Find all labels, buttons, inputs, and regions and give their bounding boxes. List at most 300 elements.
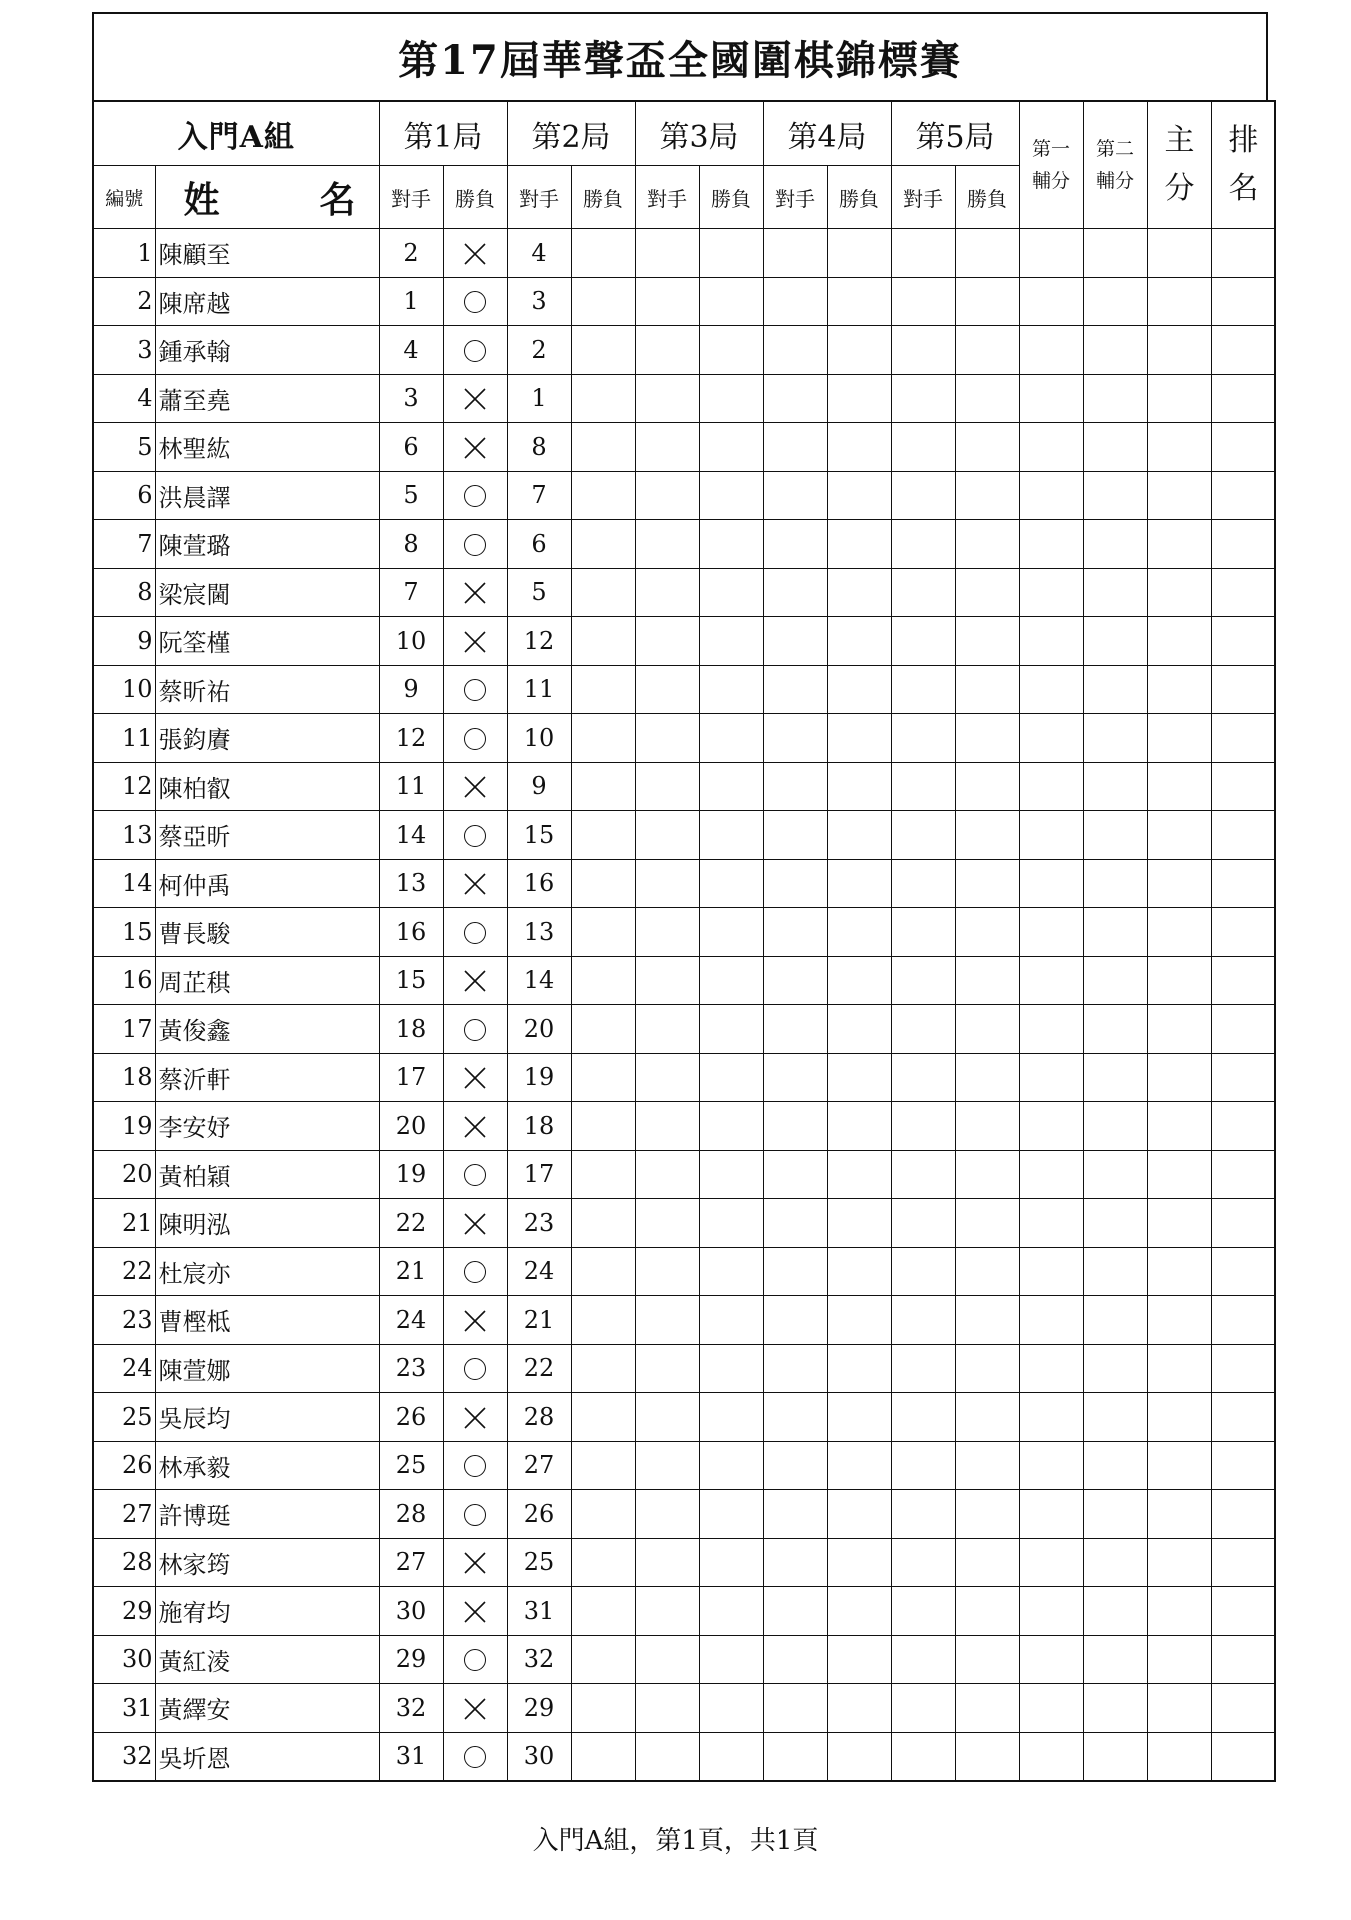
round-3-opponent bbox=[635, 1296, 699, 1345]
main-score-cell bbox=[1147, 1635, 1211, 1684]
main-score-cell bbox=[1147, 1344, 1211, 1393]
tiebreak-2-cell bbox=[1083, 1635, 1147, 1684]
main-score-cell bbox=[1147, 1296, 1211, 1345]
round-3-result bbox=[699, 1587, 763, 1636]
round-5-result bbox=[955, 665, 1019, 714]
main-score-cell bbox=[1147, 229, 1211, 278]
round-4-result bbox=[827, 423, 891, 472]
player-number: 1 bbox=[93, 229, 155, 278]
round-5-result bbox=[955, 1296, 1019, 1345]
round-4-result bbox=[827, 665, 891, 714]
round-1-result bbox=[443, 374, 507, 423]
player-name: 曹樫柢 bbox=[155, 1296, 379, 1345]
round-1-opponent: 9 bbox=[379, 665, 443, 714]
round-3-opponent bbox=[635, 1199, 699, 1248]
round-5-opponent bbox=[891, 1005, 955, 1054]
page-footer: 入門A組，第1頁，共1頁 bbox=[532, 1826, 819, 1856]
round-2-result bbox=[571, 1587, 635, 1636]
round-3-result bbox=[699, 1005, 763, 1054]
round-5-opponent bbox=[891, 229, 955, 278]
round-5-opponent bbox=[891, 1684, 955, 1733]
round-2-result bbox=[571, 1393, 635, 1442]
table-row bbox=[93, 520, 1275, 569]
loss-cross-icon bbox=[462, 435, 488, 461]
player-number: 29 bbox=[93, 1587, 155, 1636]
player-name: 柯仲禹 bbox=[155, 859, 379, 908]
player-name: 杜宸亦 bbox=[155, 1247, 379, 1296]
player-name: 洪晨譯 bbox=[155, 471, 379, 520]
round-2-opponent: 21 bbox=[507, 1296, 571, 1345]
round-5-result bbox=[955, 520, 1019, 569]
loss-cross-icon bbox=[462, 1211, 488, 1237]
round-3-result bbox=[699, 1102, 763, 1151]
round-2-opponent: 16 bbox=[507, 859, 571, 908]
round-4-result bbox=[827, 277, 891, 326]
score-sheet bbox=[92, 12, 1268, 1782]
round-3-result bbox=[699, 859, 763, 908]
round-3-opponent bbox=[635, 1393, 699, 1442]
tiebreak-2-cell bbox=[1083, 1296, 1147, 1345]
loss-cross-icon bbox=[462, 871, 488, 897]
round-1-opponent: 12 bbox=[379, 714, 443, 763]
tiebreak-2-cell bbox=[1083, 1150, 1147, 1199]
round-2-result bbox=[571, 326, 635, 375]
round-2-result bbox=[571, 1538, 635, 1587]
player-name: 黃紅淩 bbox=[155, 1635, 379, 1684]
round-1-result bbox=[443, 229, 507, 278]
round-2-result bbox=[571, 471, 635, 520]
round-3-result bbox=[699, 471, 763, 520]
rank-cell bbox=[1211, 665, 1275, 714]
rank-cell bbox=[1211, 811, 1275, 860]
round-4-header: 第4局 bbox=[763, 101, 891, 166]
loss-cross-icon bbox=[462, 774, 488, 800]
round-4-opponent bbox=[763, 908, 827, 957]
round-4-result bbox=[827, 326, 891, 375]
player-number: 5 bbox=[93, 423, 155, 472]
main-score-cell bbox=[1147, 1005, 1211, 1054]
round-1-result bbox=[443, 714, 507, 763]
tiebreak-1-cell bbox=[1019, 1490, 1083, 1539]
round-4-result bbox=[827, 1538, 891, 1587]
main-score-cell bbox=[1147, 520, 1211, 569]
round-4-opponent bbox=[763, 1393, 827, 1442]
round-4-opponent bbox=[763, 1441, 827, 1490]
round-4-result bbox=[827, 811, 891, 860]
player-number: 20 bbox=[93, 1150, 155, 1199]
round-4-opponent bbox=[763, 811, 827, 860]
round-2-result bbox=[571, 665, 635, 714]
player-number: 3 bbox=[93, 326, 155, 375]
round-3-opponent bbox=[635, 714, 699, 763]
rank-cell bbox=[1211, 471, 1275, 520]
round-4-opponent bbox=[763, 1684, 827, 1733]
tiebreak-2-cell bbox=[1083, 374, 1147, 423]
player-name: 黃繹安 bbox=[155, 1684, 379, 1733]
round-4-result bbox=[827, 1490, 891, 1539]
round-1-result bbox=[443, 423, 507, 472]
round-5-result bbox=[955, 1053, 1019, 1102]
player-number: 27 bbox=[93, 1490, 155, 1539]
tiebreak-2-cell bbox=[1083, 1102, 1147, 1151]
round-2-result bbox=[571, 1490, 635, 1539]
round-4-result bbox=[827, 714, 891, 763]
round-1-result bbox=[443, 1296, 507, 1345]
round-3-opponent bbox=[635, 568, 699, 617]
tiebreak-2-cell bbox=[1083, 423, 1147, 472]
rank-cell bbox=[1211, 1635, 1275, 1684]
round-5-result bbox=[955, 1344, 1019, 1393]
round-3-opponent bbox=[635, 326, 699, 375]
round-1-result bbox=[443, 762, 507, 811]
round-1-opponent: 19 bbox=[379, 1150, 443, 1199]
round-3-result bbox=[699, 762, 763, 811]
round-4-result bbox=[827, 374, 891, 423]
opponent-header: 對手 bbox=[379, 166, 443, 229]
round-1-result bbox=[443, 1393, 507, 1442]
player-name: 林承毅 bbox=[155, 1441, 379, 1490]
round-4-opponent bbox=[763, 1005, 827, 1054]
rank-cell bbox=[1211, 617, 1275, 666]
number-header: 編號 bbox=[93, 166, 155, 229]
tiebreak-2-cell bbox=[1083, 1199, 1147, 1248]
round-3-result bbox=[699, 1490, 763, 1539]
rank-cell bbox=[1211, 1199, 1275, 1248]
round-2-result bbox=[571, 568, 635, 617]
tiebreak-1-cell bbox=[1019, 617, 1083, 666]
player-number: 24 bbox=[93, 1344, 155, 1393]
round-3-opponent bbox=[635, 859, 699, 908]
tiebreak-1-cell bbox=[1019, 1538, 1083, 1587]
rank-cell bbox=[1211, 520, 1275, 569]
round-1-opponent: 28 bbox=[379, 1490, 443, 1539]
round-1-result bbox=[443, 1587, 507, 1636]
main-score-cell bbox=[1147, 1732, 1211, 1781]
round-3-opponent bbox=[635, 471, 699, 520]
table-row bbox=[93, 1587, 1275, 1636]
tiebreak-2-cell bbox=[1083, 1587, 1147, 1636]
main-score-cell bbox=[1147, 1441, 1211, 1490]
tiebreak-1-cell bbox=[1019, 568, 1083, 617]
round-5-opponent bbox=[891, 277, 955, 326]
round-4-opponent bbox=[763, 1538, 827, 1587]
round-2-result bbox=[571, 1247, 635, 1296]
round-3-opponent bbox=[635, 1441, 699, 1490]
round-1-opponent: 21 bbox=[379, 1247, 443, 1296]
main-score-cell bbox=[1147, 617, 1211, 666]
round-1-opponent: 31 bbox=[379, 1732, 443, 1781]
round-1-result bbox=[443, 617, 507, 666]
round-3-result bbox=[699, 520, 763, 569]
round-5-result bbox=[955, 1393, 1019, 1442]
rank-cell bbox=[1211, 1296, 1275, 1345]
round-4-opponent bbox=[763, 1199, 827, 1248]
win-circle-icon bbox=[464, 728, 486, 750]
round-5-result bbox=[955, 374, 1019, 423]
tiebreak-2-cell bbox=[1083, 811, 1147, 860]
round-4-result bbox=[827, 1150, 891, 1199]
opponent-header: 對手 bbox=[763, 166, 827, 229]
tiebreak-1-cell bbox=[1019, 1296, 1083, 1345]
round-2-opponent: 17 bbox=[507, 1150, 571, 1199]
round-1-result bbox=[443, 1247, 507, 1296]
round-5-result bbox=[955, 1490, 1019, 1539]
round-5-result bbox=[955, 1732, 1019, 1781]
round-3-opponent bbox=[635, 1150, 699, 1199]
player-number: 28 bbox=[93, 1538, 155, 1587]
round-2-result bbox=[571, 520, 635, 569]
win-circle-icon bbox=[464, 922, 486, 944]
round-3-opponent bbox=[635, 1053, 699, 1102]
tiebreak-1-cell bbox=[1019, 471, 1083, 520]
table-row bbox=[93, 1053, 1275, 1102]
round-3-opponent bbox=[635, 1538, 699, 1587]
round-2-opponent: 19 bbox=[507, 1053, 571, 1102]
win-circle-icon bbox=[464, 1019, 486, 1041]
main-score-cell bbox=[1147, 956, 1211, 1005]
tiebreak-1-cell bbox=[1019, 374, 1083, 423]
round-4-opponent bbox=[763, 1296, 827, 1345]
round-4-opponent bbox=[763, 1247, 827, 1296]
player-name: 陳明泓 bbox=[155, 1199, 379, 1248]
player-name: 陳顧至 bbox=[155, 229, 379, 278]
round-5-opponent bbox=[891, 1199, 955, 1248]
round-2-opponent: 8 bbox=[507, 423, 571, 472]
round-5-result bbox=[955, 1441, 1019, 1490]
main-score-cell bbox=[1147, 1393, 1211, 1442]
tiebreak-1-cell bbox=[1019, 908, 1083, 957]
round-1-result bbox=[443, 1441, 507, 1490]
round-3-result bbox=[699, 1344, 763, 1393]
player-name: 蔡沂軒 bbox=[155, 1053, 379, 1102]
round-2-result bbox=[571, 1005, 635, 1054]
tiebreak-1-cell bbox=[1019, 1684, 1083, 1733]
player-name: 蔡亞昕 bbox=[155, 811, 379, 860]
round-4-result bbox=[827, 1053, 891, 1102]
round-1-result bbox=[443, 1150, 507, 1199]
player-name: 周芷稘 bbox=[155, 956, 379, 1005]
round-1-result bbox=[443, 1538, 507, 1587]
round-3-result bbox=[699, 1247, 763, 1296]
rank-cell bbox=[1211, 1005, 1275, 1054]
round-1-opponent: 8 bbox=[379, 520, 443, 569]
round-2-result bbox=[571, 1102, 635, 1151]
player-name: 林聖紘 bbox=[155, 423, 379, 472]
tiebreak-2-cell bbox=[1083, 277, 1147, 326]
round-1-opponent: 7 bbox=[379, 568, 443, 617]
player-number: 19 bbox=[93, 1102, 155, 1151]
round-5-opponent bbox=[891, 471, 955, 520]
player-number: 4 bbox=[93, 374, 155, 423]
round-1-opponent: 10 bbox=[379, 617, 443, 666]
player-name: 梁宸閫 bbox=[155, 568, 379, 617]
round-1-result bbox=[443, 908, 507, 957]
round-5-opponent bbox=[891, 714, 955, 763]
tiebreak-2-cell bbox=[1083, 956, 1147, 1005]
win-circle-icon bbox=[464, 1358, 486, 1380]
player-number: 16 bbox=[93, 956, 155, 1005]
round-2-opponent: 15 bbox=[507, 811, 571, 860]
round-5-result bbox=[955, 1247, 1019, 1296]
tiebreak-2-cell bbox=[1083, 1247, 1147, 1296]
win-circle-icon bbox=[464, 1649, 486, 1671]
round-4-opponent bbox=[763, 326, 827, 375]
tiebreak-1-header: 第一輔分 bbox=[1019, 101, 1083, 229]
table-row bbox=[93, 1102, 1275, 1151]
round-2-result bbox=[571, 1684, 635, 1733]
round-2-header: 第2局 bbox=[507, 101, 635, 166]
loss-cross-icon bbox=[462, 386, 488, 412]
round-5-opponent bbox=[891, 326, 955, 375]
round-2-opponent: 12 bbox=[507, 617, 571, 666]
table-row bbox=[93, 229, 1275, 278]
round-5-result bbox=[955, 1102, 1019, 1151]
table-row bbox=[93, 471, 1275, 520]
round-1-result bbox=[443, 665, 507, 714]
player-name: 吳圻恩 bbox=[155, 1732, 379, 1781]
loss-cross-icon bbox=[462, 1550, 488, 1576]
tiebreak-2-cell bbox=[1083, 471, 1147, 520]
round-4-opponent bbox=[763, 1635, 827, 1684]
player-number: 31 bbox=[93, 1684, 155, 1733]
loss-cross-icon bbox=[462, 1114, 488, 1140]
round-2-opponent: 30 bbox=[507, 1732, 571, 1781]
round-4-result bbox=[827, 471, 891, 520]
round-5-opponent bbox=[891, 908, 955, 957]
table-row bbox=[93, 665, 1275, 714]
round-2-opponent: 5 bbox=[507, 568, 571, 617]
round-2-opponent: 4 bbox=[507, 229, 571, 278]
round-5-opponent bbox=[891, 1102, 955, 1151]
round-2-opponent: 26 bbox=[507, 1490, 571, 1539]
table-row bbox=[93, 423, 1275, 472]
table-row bbox=[93, 1635, 1275, 1684]
round-2-opponent: 24 bbox=[507, 1247, 571, 1296]
player-number: 7 bbox=[93, 520, 155, 569]
main-score-cell bbox=[1147, 1247, 1211, 1296]
round-3-result bbox=[699, 1684, 763, 1733]
main-score-header: 主分 bbox=[1147, 101, 1211, 229]
round-4-result bbox=[827, 1684, 891, 1733]
round-3-opponent bbox=[635, 1247, 699, 1296]
round-2-opponent: 11 bbox=[507, 665, 571, 714]
tiebreak-2-cell bbox=[1083, 1538, 1147, 1587]
round-5-opponent bbox=[891, 859, 955, 908]
player-name: 蔡昕祐 bbox=[155, 665, 379, 714]
tiebreak-2-cell bbox=[1083, 1732, 1147, 1781]
round-3-opponent bbox=[635, 762, 699, 811]
rank-cell bbox=[1211, 908, 1275, 957]
main-score-cell bbox=[1147, 568, 1211, 617]
round-2-opponent: 31 bbox=[507, 1587, 571, 1636]
win-circle-icon bbox=[464, 679, 486, 701]
round-1-result bbox=[443, 1102, 507, 1151]
player-number: 15 bbox=[93, 908, 155, 957]
round-3-opponent bbox=[635, 1635, 699, 1684]
round-4-opponent bbox=[763, 859, 827, 908]
player-number: 17 bbox=[93, 1005, 155, 1054]
player-name: 施宥均 bbox=[155, 1587, 379, 1636]
round-1-opponent: 6 bbox=[379, 423, 443, 472]
table-row bbox=[93, 1150, 1275, 1199]
round-4-opponent bbox=[763, 617, 827, 666]
round-3-result bbox=[699, 1538, 763, 1587]
rank-cell bbox=[1211, 1587, 1275, 1636]
tiebreak-2-cell bbox=[1083, 1005, 1147, 1054]
player-number: 22 bbox=[93, 1247, 155, 1296]
round-2-opponent: 7 bbox=[507, 471, 571, 520]
round-4-result bbox=[827, 1296, 891, 1345]
round-1-result bbox=[443, 1732, 507, 1781]
round-1-opponent: 30 bbox=[379, 1587, 443, 1636]
win-circle-icon bbox=[464, 1164, 486, 1186]
round-3-result bbox=[699, 423, 763, 472]
rank-cell bbox=[1211, 277, 1275, 326]
main-score-cell bbox=[1147, 811, 1211, 860]
tiebreak-1-cell bbox=[1019, 520, 1083, 569]
main-score-cell bbox=[1147, 714, 1211, 763]
round-5-result bbox=[955, 762, 1019, 811]
tiebreak-1-cell bbox=[1019, 326, 1083, 375]
tiebreak-2-header: 第二輔分 bbox=[1083, 101, 1147, 229]
round-5-opponent bbox=[891, 665, 955, 714]
round-2-result bbox=[571, 617, 635, 666]
round-1-result bbox=[443, 1005, 507, 1054]
group-header: 入門A組 bbox=[93, 101, 379, 166]
round-4-result bbox=[827, 859, 891, 908]
round-3-opponent bbox=[635, 229, 699, 278]
round-5-result bbox=[955, 908, 1019, 957]
round-1-result bbox=[443, 811, 507, 860]
table-row bbox=[93, 568, 1275, 617]
player-name: 曹長駿 bbox=[155, 908, 379, 957]
loss-cross-icon bbox=[462, 968, 488, 994]
round-5-opponent bbox=[891, 568, 955, 617]
main-score-cell bbox=[1147, 762, 1211, 811]
rank-cell bbox=[1211, 762, 1275, 811]
round-2-result bbox=[571, 1296, 635, 1345]
round-1-opponent: 25 bbox=[379, 1441, 443, 1490]
round-3-result bbox=[699, 1150, 763, 1199]
round-2-result bbox=[571, 1344, 635, 1393]
table-row bbox=[93, 1247, 1275, 1296]
player-number: 32 bbox=[93, 1732, 155, 1781]
player-number: 9 bbox=[93, 617, 155, 666]
score-table bbox=[92, 100, 1276, 1782]
round-4-opponent bbox=[763, 568, 827, 617]
tiebreak-1-cell bbox=[1019, 1635, 1083, 1684]
round-3-result bbox=[699, 229, 763, 278]
round-2-result bbox=[571, 1199, 635, 1248]
tiebreak-2-cell bbox=[1083, 1684, 1147, 1733]
round-5-result bbox=[955, 1684, 1019, 1733]
round-3-result bbox=[699, 1053, 763, 1102]
table-row bbox=[93, 1344, 1275, 1393]
round-2-opponent: 3 bbox=[507, 277, 571, 326]
result-header: 勝負 bbox=[443, 166, 507, 229]
round-3-result bbox=[699, 665, 763, 714]
table-row bbox=[93, 1490, 1275, 1539]
round-3-result bbox=[699, 908, 763, 957]
round-1-result bbox=[443, 1684, 507, 1733]
round-4-opponent bbox=[763, 1053, 827, 1102]
round-3-opponent bbox=[635, 908, 699, 957]
win-circle-icon bbox=[464, 485, 486, 507]
round-4-result bbox=[827, 1587, 891, 1636]
round-4-opponent bbox=[763, 1587, 827, 1636]
tiebreak-1-cell bbox=[1019, 956, 1083, 1005]
round-3-result bbox=[699, 1393, 763, 1442]
